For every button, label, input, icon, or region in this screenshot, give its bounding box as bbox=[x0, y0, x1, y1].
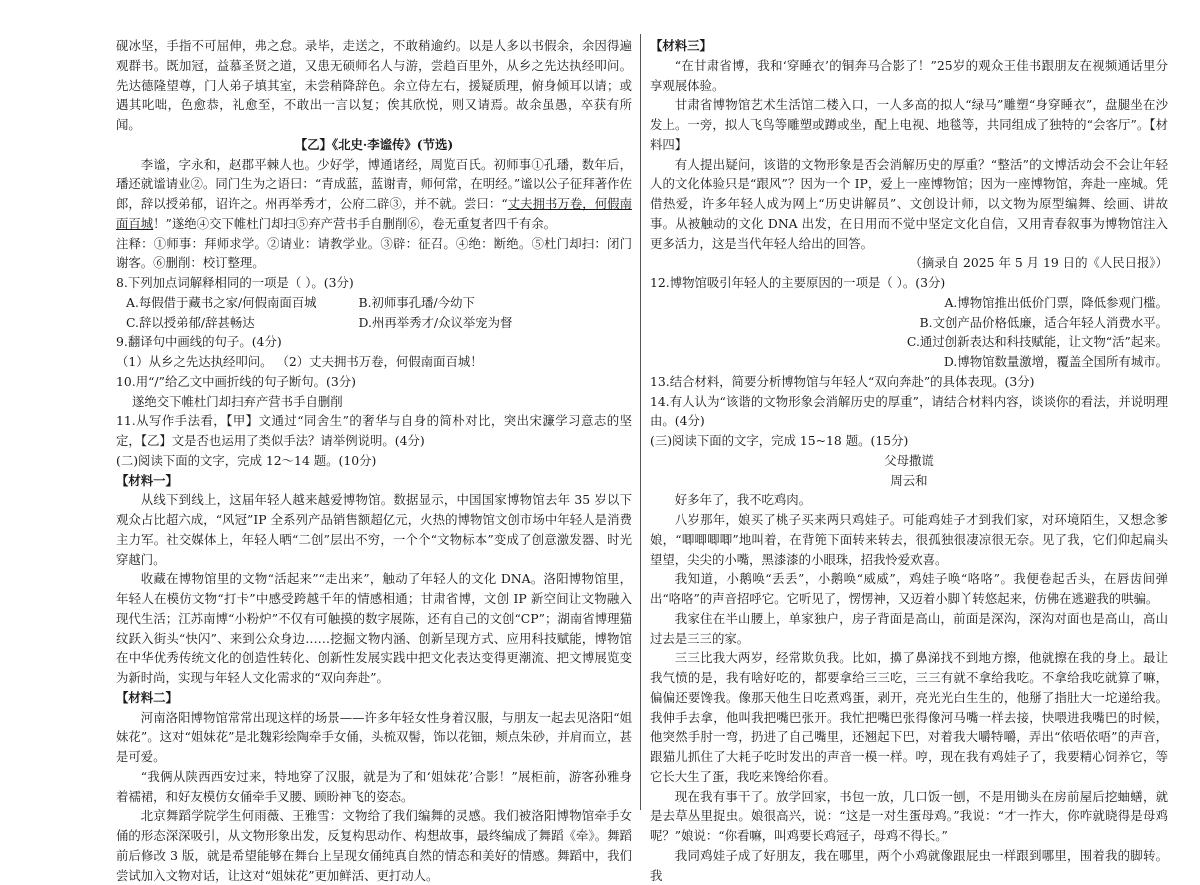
material-2-paragraph-3: 北京舞蹈学院学生何雨薇、王雅雪：文物给了我们编舞的灵感。我们被洛阳博物馆牵手女俑的形态深深吸引，从文物形象出发，反复构思动作、构想故事，最终编成了舞蹈《牵》。舞蹈前后修改 3 版，就是希望能够在舞台上呈现女俑纯真自然的情态和美好的情感。舞蹈中，我们尝试加入文物对话，让这对“姐妹花”更加鲜活、更打动人。 bbox=[116, 808, 632, 883]
section-2-heading: (二)阅读下面的文字，完成 12～14 题。(10分) bbox=[116, 452, 377, 468]
question-10-sentence: 遂绝交下帷杜门却扫弃产营书手自删削 bbox=[132, 393, 343, 409]
section-3-heading: (三)阅读下面的文字，完成 15~18 题。(15分) bbox=[650, 433, 909, 448]
question-8-options-row2 bbox=[116, 313, 632, 333]
question-13: 13.结合材料，简要分析博物馆与年轻人“双向奔赴”的具体表现。(3分) bbox=[650, 373, 1035, 389]
story-title: 父母撒谎 bbox=[884, 452, 934, 468]
underlined-sentence: 丈夫拥书万卷，何假南面百城 bbox=[116, 196, 632, 231]
left-column bbox=[116, 36, 632, 885]
passage-b-title: 【乙】《北史·李谧传》(节选) bbox=[294, 136, 454, 152]
story-paragraph-6: 现在我有事干了。放学回家，书包一放，几口饭一刨，不是用锄头在房前屋后挖蚰蟮，就是去草丛里捉虫。娘很高兴，说：“这是一对生蛋母鸡。”我说：“才一拃大，你咋就晓得是母鸡呢？”娘说：“你看嘛，叫鸡要长鸡冠子，母鸡不得长。” bbox=[650, 788, 1168, 843]
material-2-paragraph-2: “我俩从陕西西安过来，特地穿了汉服，就是为了和‘姐妹花’合影！”展柜前，游客孙雅身着襦裙，和好友模仿女俑牵手叉腰、顾盼神飞的姿态。 bbox=[116, 768, 632, 804]
option-b: B.初师事孔璠/今幼下 bbox=[358, 294, 475, 310]
story-paragraph-2: 八岁那年，娘买了桃子买来两只鸡娃子。可能鸡娃子才到我们家，对环境陌生，又想念爹娘，“唧唧唧唧”地叫着，在背篼下面转来转去，很孤独很凄凉很无奈。见了我，它们仰起扁头望望，尖尖的小嘴，黑漆漆的小眼珠，招我怜爱欢喜。 bbox=[650, 512, 1168, 567]
material-3-heading: 【材料三】 bbox=[650, 38, 712, 53]
question-11: 11.从写作手法看，【甲】文通过“同舍生”的奢华与自身的简朴对比，突出宋濂学习意志的坚定，【乙】文是否也运用了类似手法？请举例说明。(4分) bbox=[116, 413, 632, 448]
option-d: D.州再举秀才/众议举宠为督 bbox=[358, 314, 513, 330]
option-d: D.博物馆数量激增，覆盖全国所有城市。 bbox=[943, 354, 1168, 369]
question-9-items: （1）从乡之先达执经叩问。 （2）丈夫拥书万卷，何假南面百城！ bbox=[116, 354, 483, 369]
material-3-paragraph-1: “在甘肃省博，我和‘穿睡衣’的铜奔马合影了！”25岁的观众王佳书跟朋友在视频通话里分享观展体验。 bbox=[650, 57, 1168, 93]
story-paragraph-3: 我知道，小鹅唤“丢丢”，小鹅唤“威威”，鸡娃子唤“咯咯”。我便卷起舌头，在唇齿间弹出“咯咯”的声音招呼它。它听见了，愣愣神，又迈着小脚丫转悠起来，仿佛在逃避我的哄骗。 bbox=[650, 571, 1168, 606]
material-2-heading: 【材料二】 bbox=[116, 689, 178, 705]
passage-a-continuation: 砚冰坚，手指不可屈伸，弗之怠。录毕，走送之，不敢稍逾约。以是人多以书假余，余因得遍观群书。既加冠，益慕圣贤之道，又患无硕师名人与游，尝趋百里外，从乡之先达执经叩问。先达德隆望尊，门人弟子填其室，未尝稍降辞色。余立侍左右，援疑质理，俯身倾耳以请；或遇其叱咄，色愈恭，礼愈至，不敢出一言以复；俟其欣悦，则又请焉。故余虽愚，卒获有所闻。 bbox=[116, 38, 632, 132]
material-1-heading: 【材料一】 bbox=[116, 472, 178, 488]
question-9: 9.翻译句中画线的句子。(4分) bbox=[116, 334, 282, 350]
question-10: 10.用“/”给乙文中画折线的句子断句。(3分) bbox=[116, 373, 356, 389]
question-8: 8.下列加点词解释相同的一项是（ ）。(3分) bbox=[116, 275, 354, 290]
option-b: B.文创产品价格低廉，适合年轻人消费水平。 bbox=[919, 314, 1168, 330]
material-1-paragraph-2: 收藏在博物馆里的文物“活起来”“走出来”，触动了年轻人的文化 DNA。洛阳博物馆里，年轻人在模仿文物“打卡”中感受跨越千年的情感相通；甘肃省博，文创 IP 新空间让文物融入现代生活；江苏南博“小粉炉”不仅有可触摸的数字展陈，还有自己的文创“CP”；湖南省博理猫纹跃入街头“快闪”、来到公众身边……挖掘文物内涵、创新呈现方式、应用科技赋能，博物馆在中华优秀传统文化的创造性转化、创新性发展实践中把文化表达变得更潮流、把文博展览变为新时尚，实现与年轻人文化需求的“双向奔赴”。 bbox=[116, 571, 632, 685]
column-divider bbox=[640, 34, 641, 810]
material-4-source: （摘录自 2025 年 5 月 19 日的《人民日报》） bbox=[909, 255, 1168, 271]
passage-b-text: 李谧，字永和，赵郡平棘人也。少好学，博通诸经，周览百氏。初师事①孔璠，数年后，璠还就谧请业②。同门生为之语曰：“青成蓝，蓝谢青，师何常，在明经。”谧以公子征拜著作佐郎，辞以授弟郁，诏许之。州再举秀才，公府二辟③，并不就。尝曰：“丈夫拥书万卷，何假南面百城！”遂绝④交下帷杜门却扫⑤弃产营书手自删削⑥，卷无重复者四千有余。 bbox=[116, 156, 632, 231]
story-paragraph-7: 我同鸡娃子成了好朋友，我在哪里，两个小鸡就像跟屁虫一样跟到哪里，围着我的脚转。我 bbox=[650, 847, 1168, 883]
option-a: A.博物馆推出低价门票，降低参观门槛。 bbox=[944, 294, 1168, 310]
right-column bbox=[650, 36, 1168, 885]
option-c: C.辞以授弟郁/辞甚畅达 bbox=[126, 314, 255, 330]
story-paragraph-5: 三三比我大两岁，经常欺负我。比如，擤了鼻涕找不到地方擦，他就擦在我的身上。最让我气愤的是，我有啥好吃的，都要拿给三三吃，三三有就不拿给我吃。不拿给我吃就算了嘛，偏偏还要馋我。像那天他生日吃煮鸡蛋，剥开，亮光光白生生的，他掰了指肚大一坨递给我。我伸手去拿，他叫我把嘴巴张开。我忙把嘴巴张得像河马嘴一样去接，快喂进我嘴巴的时候，他突然手肘一弯，扔进了自己嘴里，还翘起下巴，对着我大嚼特嚼，弄出“依唔依唔”的声音，跟猫儿抓住了大耗子吃时发出的声音一模一样。哼，现在我有鸡娃子了，我要精心饲养它，等它长大生了蛋，我吃来馋给你看。 bbox=[650, 650, 1168, 784]
material-2-paragraph-1: 河南洛阳博物馆常常出现这样的场景——许多年轻女性身着汉服，与朋友一起去见洛阳“姐妹花”。这对“姐妹花”是北魏彩绘陶牵手女俑，头梳双髻，饰以花钿，颊点朱砂，并肩而立，甚是可爱。 bbox=[116, 709, 632, 764]
annotations: 注释：①师事：拜师求学。②请业：请教学业。③辟：征召。④绝：断绝。⑤杜门却扫：闭门谢客。⑥删削：校订整理。 bbox=[116, 235, 632, 271]
question-14: 14.有人认为“该谐的文物形象会消解历史的厚重”，请结合材料内容，谈谈你的看法，并说明理由。(4分) bbox=[650, 393, 1168, 429]
story-author: 周云和 bbox=[890, 472, 928, 488]
story-paragraph-4: 我家住在半山腰上，单家独户，房子背面是高山，前面是深沟，深沟对面也是高山，高山过去是三三的家。 bbox=[650, 610, 1168, 646]
material-1-paragraph-1: 从线下到线上，这届年轻人越来越爱博物馆。数据显示，中国国家博物馆去年 35 岁以下观众占比超六成，“风冠”IP 全系列产品销售额超亿元，火热的博物馆文创市场中年轻人是消费主力军。社交媒体上，年轻人晒“二创”层出不穷，一个个“文物标本”变成了创意激发器、时光穿越门。 bbox=[116, 492, 632, 567]
question-12: 12.博物馆吸引年轻人的主要原因的一项是（ ）。(3分) bbox=[650, 275, 946, 290]
question-8-options-row1 bbox=[116, 293, 632, 313]
option-c: C.通过创新表达和科技赋能，让文物“活”起来。 bbox=[906, 334, 1168, 350]
material-3-paragraph-2: 甘肃省博物馆艺术生活馆二楼入口，一人多高的拟人“绿马”雕塑“身穿睡衣”，盘腿坐在沙发上。一旁，拟人飞鸟等雕塑或蹲或坐，配上电视、地毯等，共同组成了独特的“会客厅”。【材料四】 bbox=[650, 97, 1168, 152]
story-paragraph-1: 好多年了，我不吃鸡肉。 bbox=[674, 492, 812, 508]
option-a: A.每假借于藏书之家/何假南面百城 bbox=[126, 294, 317, 310]
material-4-paragraph: 有人提出疑问，该谐的文物形象是否会消解历史的厚重？“整活”的文博活动会不会让年轻人的文化体验只是“跟风”？因为一个 IP，爱上一座博物馆；因为一座博物馆，奔赴一座城。凭借热爱，许多年轻人成为网上“历史讲解员”、文创设计师，以文物为原型编舞、绘画、讲故事。从被触动的文化 DNA 出发，在日用而不觉中坚定文化自信，又用青春叙事为博物馆注入更多活力，这是当代年轻人给出的回答。 bbox=[650, 156, 1168, 251]
